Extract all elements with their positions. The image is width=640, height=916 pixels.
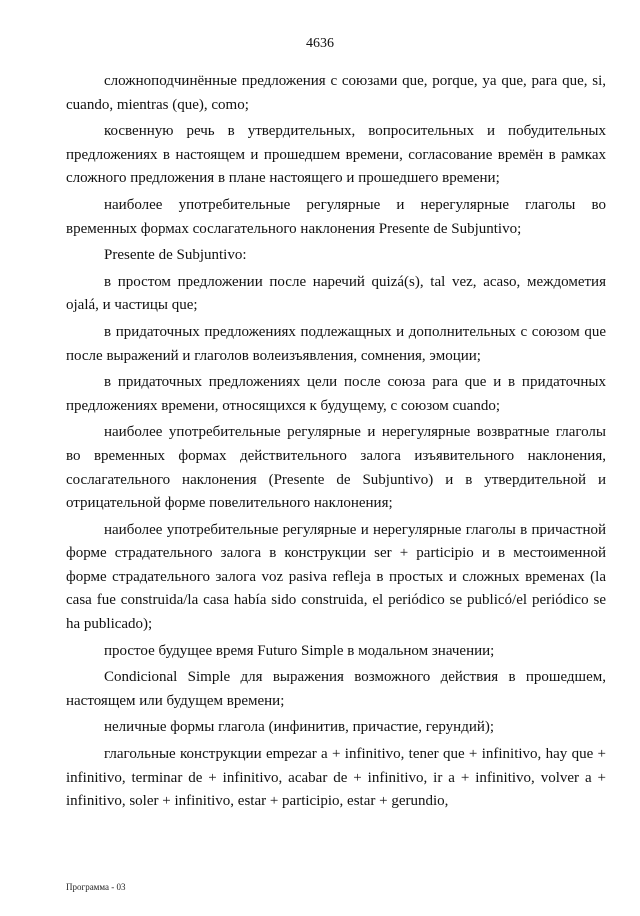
paragraph: в простом предложении после наречий quizá(s), tal vez, acaso, междометия ojalá, и частицы que;: [66, 273, 606, 314]
paragraph: сложноподчинённые предложения с союзами que, porque, ya que, para que, si, cuando, mientras (que), como;: [66, 73, 606, 113]
document-body: [66, 70, 606, 817]
paragraph: Presente de Subjuntivo:: [104, 247, 247, 264]
paragraph: косвенную речь в утвердительных, вопросительных и побудительных предложениях в настоящем и прошедшем времени, согласование времён в рамках сложного предложения в плане настоящего и прошедшего времени;: [66, 123, 606, 187]
paragraph: простое будущее время Futuro Simple в модальном значении;: [104, 642, 495, 659]
page-number: 4636: [306, 36, 334, 51]
footer-program-label: Программа - 03: [66, 882, 126, 892]
paragraph: Condicional Simple для выражения возможного действия в прошедшем, настоящем или будущем времени;: [66, 669, 606, 709]
paragraph: наиболее употребительные регулярные и нерегулярные глаголы во временных формах сослагательного наклонения Presente de Subjuntivo;: [66, 196, 606, 237]
paragraph: в придаточных предложениях цели после союза para que и в придаточных предложениях времени, относящихся к будущему, с союзом cuando;: [66, 374, 606, 414]
paragraph: глагольные конструкции empezar a + infinitivo, tener que + infinitivo, hay que + infinitivo, terminar de + infinitivo, acabar de + infinitivo, ir a + infinitivo, volver a + infinitivo, soler + infinitivo, estar + participio, estar + gerundio,: [66, 746, 606, 810]
paragraph: наиболее употребительные регулярные и нерегулярные глаголы в причастной форме страдательного залога в конструкции ser + participio и в местоименной форме страдательного залога voz pasiva refleja в простых и сложных временах (la casa fue construida/la casa había sido construida, el periódico se publicó/el periódico se ha publicado);: [66, 521, 606, 633]
paragraph: наиболее употребительные регулярные и нерегулярные возвратные глаголы во временных формах действительного залога изъявительного наклонения, сослагательного наклонения (Presente de Subjuntivo) и в утвердительной и отрицательной форме повелительного наклонения;: [66, 424, 606, 512]
paragraph: в придаточных предложениях подлежащных и дополнительных с союзом que после выражений и глаголов волеизъявления, сомнения, эмоции;: [66, 323, 606, 364]
paragraph: неличные формы глагола (инфинитив, причастие, герундий);: [104, 719, 495, 736]
